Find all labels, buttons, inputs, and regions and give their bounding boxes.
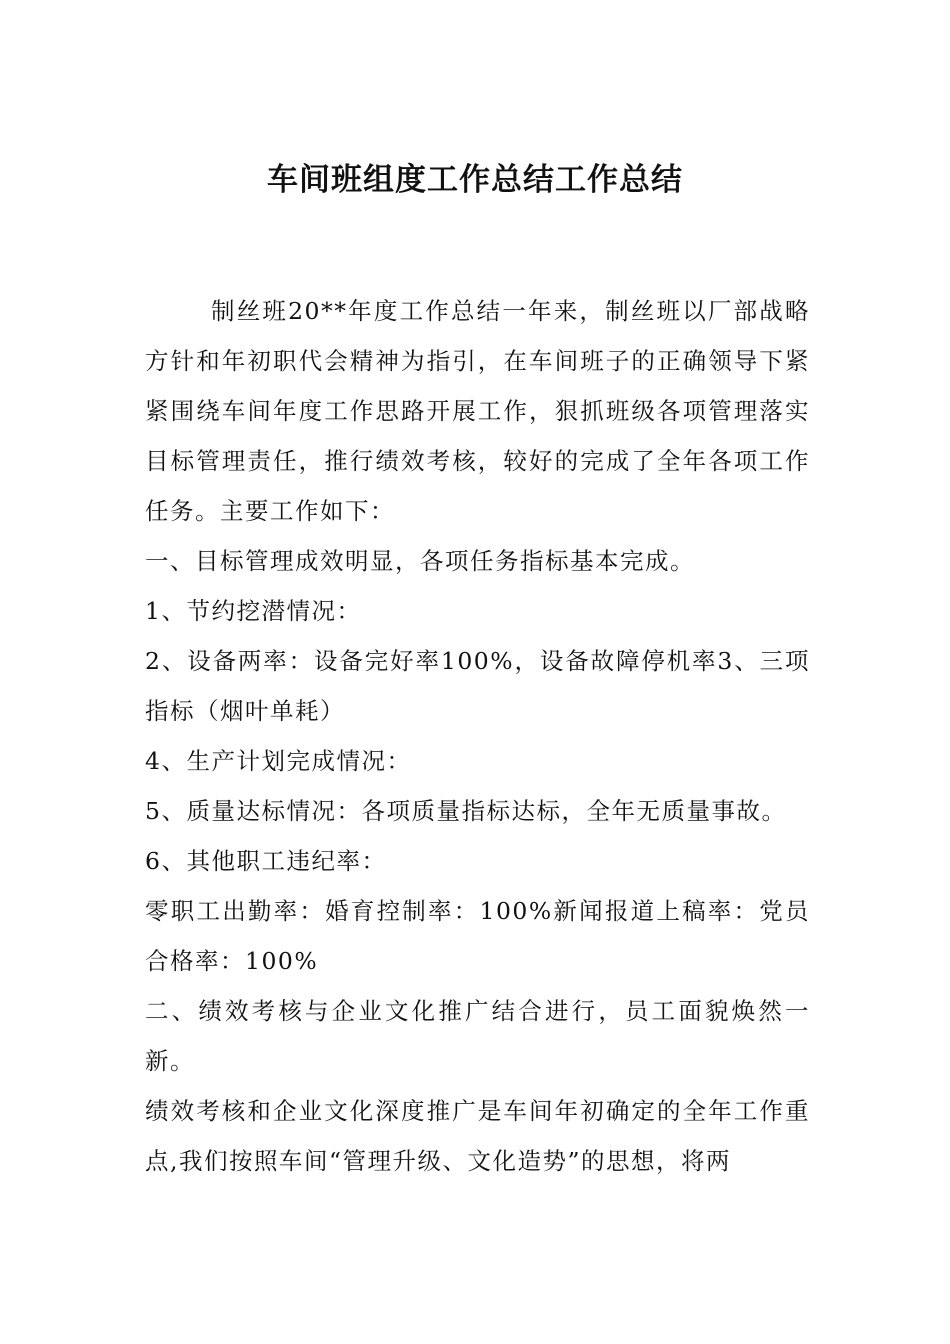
list-item-1: 1、节约挖潜情况：: [145, 597, 362, 625]
section-heading-2: 二、绩效考核与企业文化推广结合进行，员工面貌焕然一新。: [145, 997, 810, 1075]
document-body: [145, 286, 810, 1186]
list-item-6: 6、其他职工违纪率：: [145, 847, 387, 875]
section-2-paragraph: 绩效考核和企业文化深度推广是车间年初确定的全年工作重点,我们按照车间“管理升级、文化造势”的思想，将两: [145, 1097, 810, 1175]
document-title: 车间班组度工作总结工作总结: [267, 162, 683, 198]
list-item-4: 4、生产计划完成情况：: [145, 747, 412, 775]
rates-paragraph: 零职工出勤率：婚育控制率：100%新闻报道上稿率：党员合格率：100%: [145, 897, 810, 975]
section-heading-1: 一、目标管理成效明显，各项任务指标基本完成。: [145, 547, 695, 575]
list-item-2: 2、设备两率：设备完好率100%，设备故障停机率3、三项指标（烟叶单耗）: [145, 647, 810, 725]
intro-paragraph: 制丝班20**年度工作总结一年来，制丝班以厂部战略方针和年初职代会精神为指引，在车间班子的正确领导下紧紧围绕车间年度工作思路开展工作，狠抓班级各项管理落实目标管理责任，推行绩效考核，较好的完成了全年各项工作任务。主要工作如下：: [145, 297, 810, 525]
list-item-5: 5、质量达标情况：各项质量指标达标，全年无质量事故。: [145, 797, 787, 825]
